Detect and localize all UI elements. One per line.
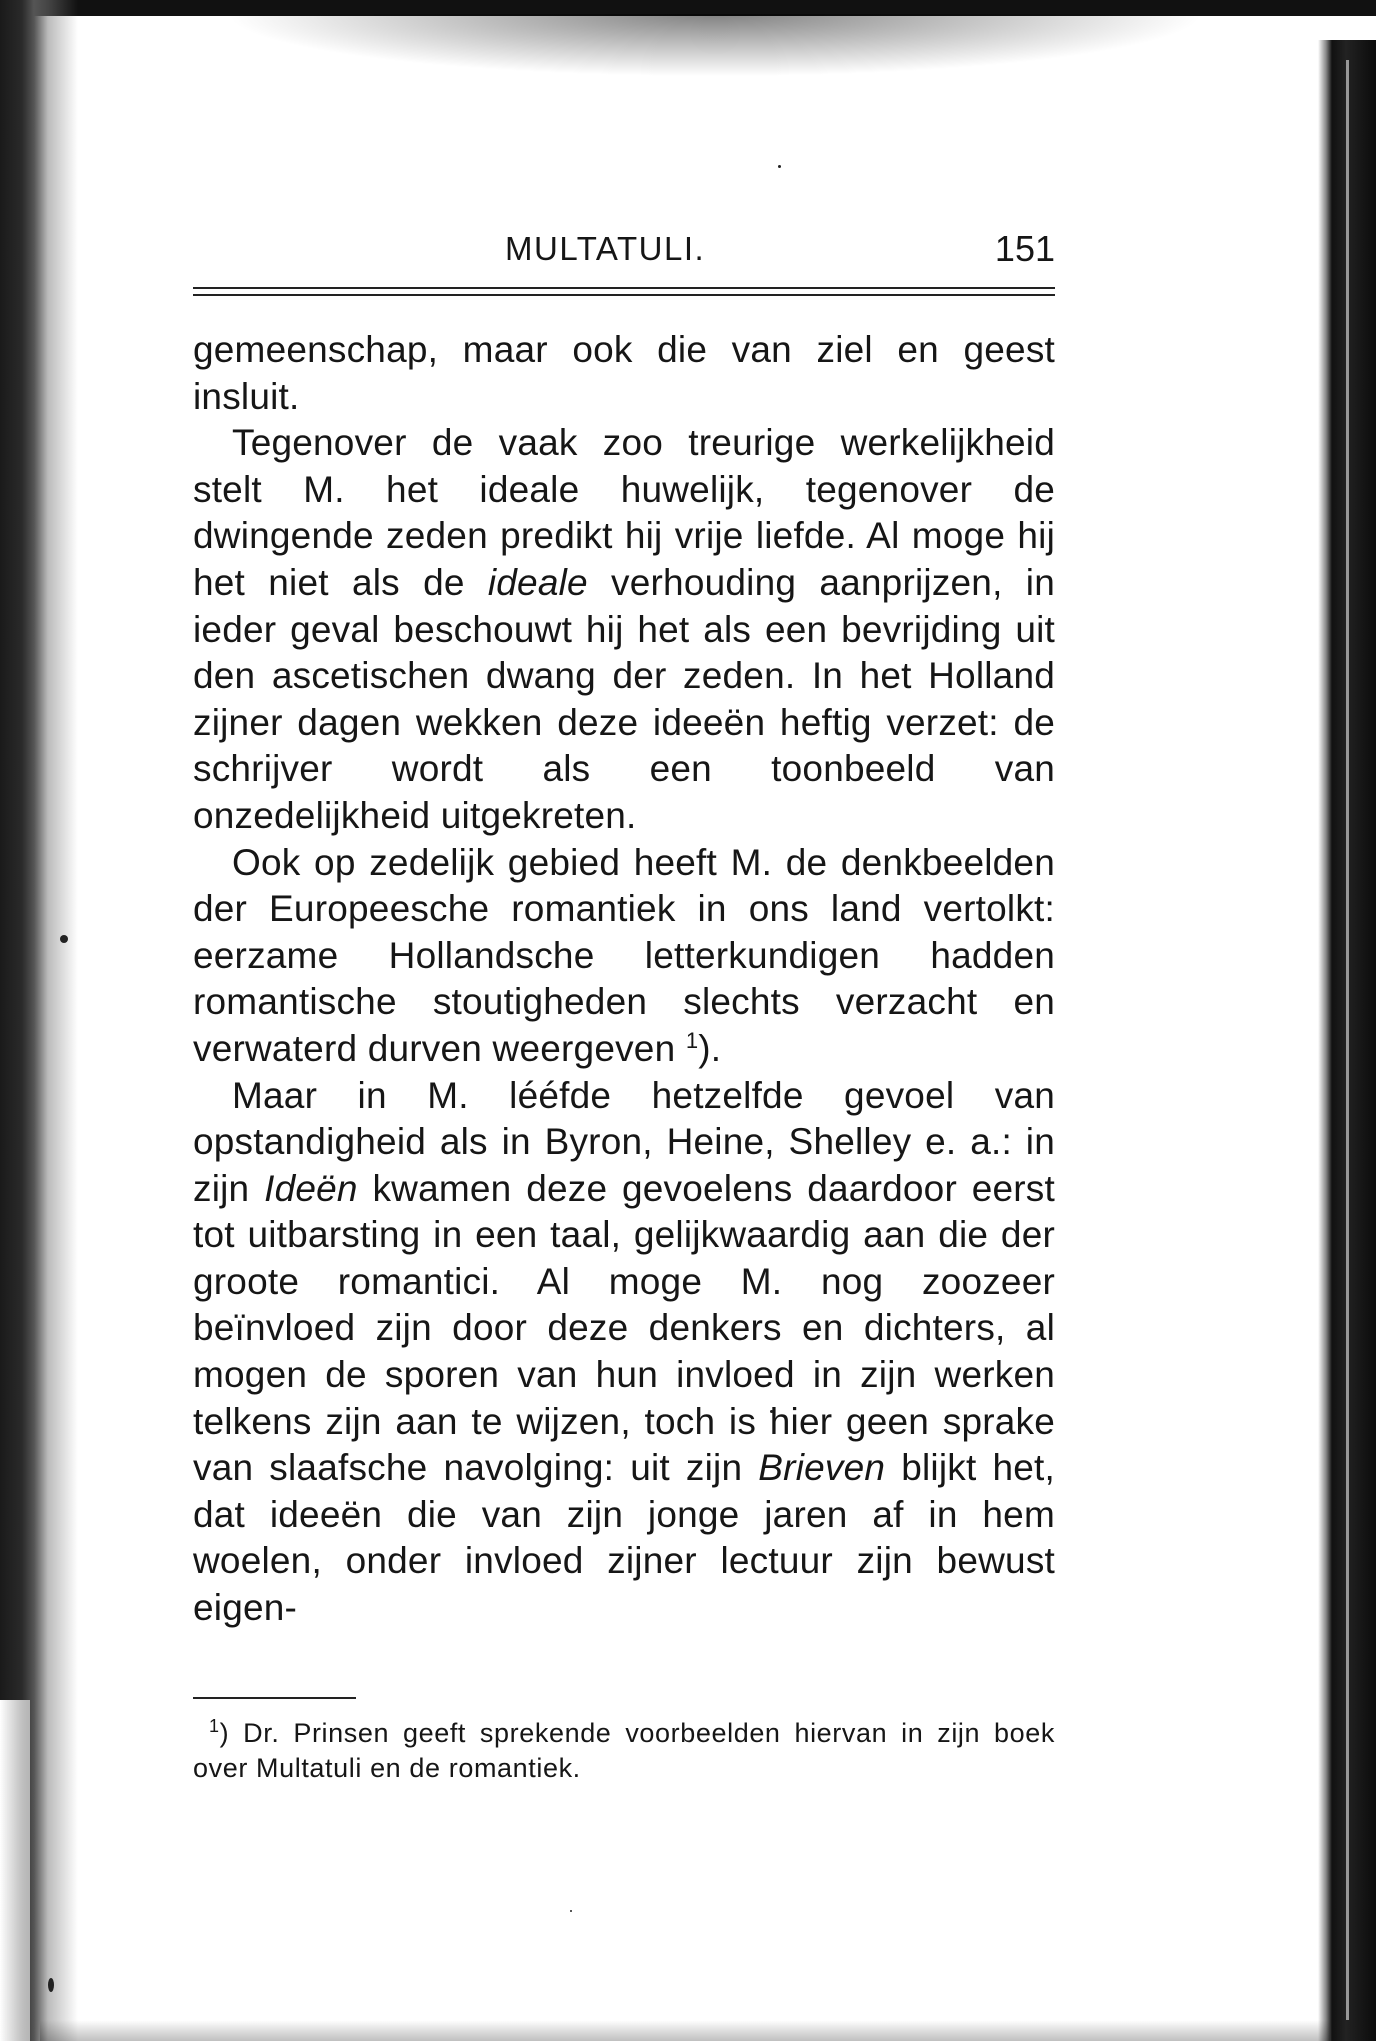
paragraph-4-text-c: blijkt het, dat ideeën die van zijn jonge jaren af in hem woelen, onder invloed zijner lectuur zijn bewust eigen- — [193, 1447, 1055, 1629]
paragraph-4-text-b: kwamen deze gevoelens daardoor eerst tot uitbarsting in een taal, gelijkwaardig aan die der groote romantici. Al moge M. nog zoozeer beïnvloed zijn door deze denkers en dichters, al mogen de sporen van hun invloed in zijn werken telkens zijn aan te wijzen, toch is hier geen sprake van slaafsche navolging: uit zijn — [193, 1167, 1055, 1489]
footnote-mark: 1 — [209, 1716, 220, 1736]
paragraph-3-text-b: ). — [698, 1027, 722, 1069]
running-head — [195, 230, 1055, 274]
emphasis-ideale: ideale — [487, 561, 588, 603]
paragraph-1-text: gemeenschap, maar ook die van ziel en geest insluit. — [193, 329, 1055, 417]
paragraph-4-text-a: Maar in M. lééfde hetzelfde gevoel van opstandigheid als in Byron, Heine, Shelley e. a.: in zijn — [193, 1074, 1055, 1209]
emphasis-ideen: Ideën — [264, 1167, 358, 1209]
paragraph-2-text-b: verhouding aanprijzen, in ieder geval beschouwt hij het als een bevrijding uit den ascetischen dwang der zeden. In het Holland zijner dagen wekken deze ideeën heftig verzet: de schrijver wordt als een toonbeeld van onzedelijkheid uitgekreten. — [193, 561, 1055, 836]
scan-edge-line-right — [1346, 60, 1349, 2020]
paragraph-1 — [193, 327, 1055, 420]
scan-speck — [778, 165, 781, 168]
running-head-title: MULTATULI. — [505, 230, 706, 267]
scan-speck — [570, 1910, 572, 1912]
scan-speck — [48, 1978, 54, 1992]
emphasis-brieven: Brieven — [758, 1447, 886, 1489]
paragraph-2-text-a: Tegenover de vaak zoo treurige werkelijkheid stelt M. het ideale huwelijk, tegenover de dwingende zeden predikt hij vrije liefde. Al moge hij het niet als de — [193, 422, 1055, 603]
footnote — [193, 1716, 1055, 1786]
footnote-reference: 1 — [685, 1027, 699, 1053]
body-text — [193, 327, 1055, 1632]
paragraph-2 — [193, 420, 1055, 839]
scan-shadow-bottom — [40, 2020, 1330, 2041]
paragraph-4 — [193, 1073, 1055, 1632]
paragraph-3 — [193, 840, 1055, 1073]
scan-fade-left-bottom — [0, 1700, 30, 2041]
page-number: 151 — [994, 228, 1055, 269]
header-rule-bottom — [193, 294, 1055, 296]
scan-speck — [60, 935, 68, 943]
paragraph-3-text-a: Ook op zedelijk gebied heeft M. de denkbeelden der Europeesche romantiek in ons land vertolkt: eerzame Hollandsche letterkundigen hadden romantische stoutigheden slechts verzacht en verwaterd durven weergeven — [193, 841, 1055, 1069]
footnote-text: Dr. Prinsen geeft sprekende voorbeelden hiervan in zijn boek over Multatuli en de romantiek. — [193, 1718, 1055, 1783]
header-rule-top — [193, 287, 1055, 289]
footnote-mark-close: ) — [219, 1718, 230, 1748]
footnote-rule — [193, 1697, 356, 1699]
scan-shadow-top-ragged — [90, 14, 1340, 94]
